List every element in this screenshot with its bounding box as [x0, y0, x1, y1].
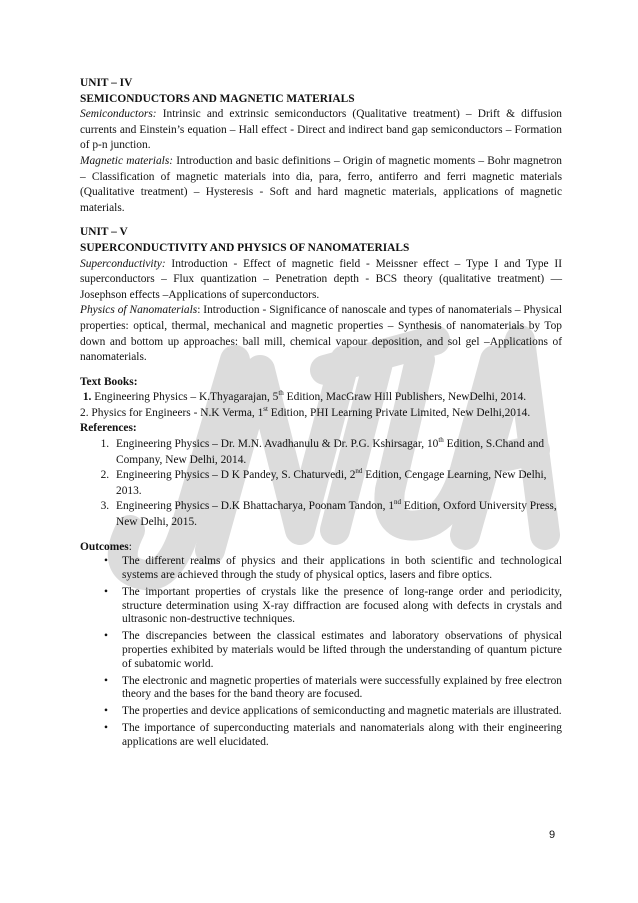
reference-3-sup: nd — [394, 498, 402, 507]
bullet-icon: • — [104, 705, 108, 718]
syllabus-page — [80, 76, 562, 753]
outcome-item — [104, 585, 562, 627]
nanomaterials-text: : Introduction - Significance of nanoscale and types of nanomaterials – Physical properties: optical, thermal, mechanical and magnetic properties – Synthesis of nanomaterials by Top down and bottom up approaches: ball mill, chemical vapour deposition, and sol gel –Applications of nanomaterials. — [80, 304, 562, 364]
textbook-1-number: 1. — [82, 391, 92, 404]
reference-3 — [112, 499, 562, 530]
reference-2-text: Engineering Physics – D K Pandey, S. Chaturvedi, 2 — [116, 469, 356, 482]
references-list — [80, 437, 562, 531]
outcome-text: The discrepancies between the classical estimates and laboratory observations of physical properties exhibited by materials would be lifted through the understanding of quantum picture of subatomic world. — [122, 630, 562, 670]
reference-3-text: Engineering Physics – D.K Bhattacharya, Poonam Tandon, 1 — [116, 500, 395, 513]
outcome-text: The different realms of physics and their applications in both scientific and technological systems are achieved through the study of physical optics, lasers and fibre optics. — [122, 555, 562, 582]
nanomaterials-label: Physics of Nanomaterials — [80, 304, 198, 317]
textbook-1-text-end: Edition, MacGraw Hill Publishers, NewDelhi, 2014. — [283, 391, 527, 404]
outcome-text: The importance of superconducting materials and nanomaterials along with their engineering applications are well elucidated. — [122, 721, 562, 748]
unit-4-title: UNIT – IV — [80, 77, 133, 89]
unit-5-nanomaterials-paragraph — [80, 303, 562, 365]
semiconductors-text: Intrinsic and extrinsic semiconductors (Qualitative treatment) – Drift & diffusion currents and Einstein’s equation – Hall effect - Direct and indirect band gap semiconductors – Formation of p-n junction. — [80, 108, 562, 152]
outcome-text: The properties and device applications of semiconducting and magnetic materials are illustrated. — [122, 705, 562, 718]
textbook-2-text: 2. Physics for Engineers - N.K Verma, 1 — [80, 406, 264, 419]
superconductivity-label: Superconductivity: — [80, 257, 166, 270]
outcome-text: The electronic and magnetic properties of materials were successfully explained by free electron theory and the bases for the band theory are focused. — [122, 674, 562, 701]
reference-3-text-end: Edition, Oxford University Press, New Delhi, 2015. — [116, 500, 557, 529]
references-heading: References: — [80, 422, 137, 435]
superconductivity-text: Introduction - Effect of magnetic field - Meissner effect – Type I and Type II superconductors – Flux quantization – Penetration depth - BCS theory (qualitative treatment) — Josephson effects –Applications of superconductors. — [80, 257, 562, 301]
outcomes-heading — [80, 540, 562, 556]
outcomes-list — [80, 555, 562, 749]
outcomes-colon: : — [128, 540, 132, 553]
textbook-1 — [80, 390, 562, 406]
outcome-item — [104, 555, 562, 583]
bullet-icon: • — [104, 674, 108, 687]
bullet-icon: • — [104, 555, 108, 568]
outcome-item — [104, 721, 562, 750]
bullet-icon: • — [104, 585, 108, 598]
outcome-item — [104, 674, 562, 703]
reference-1 — [112, 437, 562, 468]
unit-5-title: UNIT – V — [80, 226, 128, 239]
textbooks-heading: Text Books: — [80, 375, 138, 388]
outcome-item — [104, 630, 562, 671]
unit-4-semiconductors-paragraph — [80, 107, 562, 154]
reference-1-text-end: Edition, S.Chand and Company, New Delhi, 2014. — [116, 438, 545, 466]
outcomes-heading-text: Outcomes — [80, 540, 129, 553]
bullet-icon: • — [104, 721, 108, 734]
magnetic-materials-label: Magnetic materials: — [80, 154, 174, 167]
outcome-item — [104, 705, 562, 719]
reference-2-sup: nd — [355, 467, 363, 476]
textbook-2-text-end: Edition, PHI Learning Private Limited, New Delhi,2014. — [267, 406, 531, 419]
textbook-1-text: Engineering Physics – K.Thyagarajan, 5 — [91, 391, 279, 404]
unit-5-heading: SUPERCONDUCTIVITY AND PHYSICS OF NANOMATERIALS — [80, 241, 410, 254]
magnetic-materials-text: Introduction and basic definitions – Origin of magnetic moments – Bohr magnetron – Classification of magnetic materials into dia, para, ferro, antiferro and ferri magnetic materials (Qualitative treatment) – Hysteresis - Soft and hard magnetic materials, applications of magnetic materials. — [80, 154, 562, 214]
reference-1-text: Engineering Physics – Dr. M.N. Avadhanulu & Dr. P.G. Kshirsagar, 10 — [116, 438, 439, 451]
page-number: 9 — [549, 829, 556, 841]
textbook-2-sup: st — [263, 405, 268, 414]
reference-2-text-end: Edition, Cengage Learning, New Delhi, 2013. — [116, 469, 547, 497]
unit-4-heading: SEMICONDUCTORS AND MAGNETIC MATERIALS — [80, 92, 355, 105]
outcome-text: The important properties of crystals like the presence of long-range order and periodicity, structure determination using X-ray diffraction are focused along with defects in crystals and ultrasonic non-destructive techniques. — [122, 585, 562, 626]
bullet-icon: • — [104, 630, 108, 643]
unit-4-magnetic-paragraph — [80, 154, 562, 216]
textbook-1-sup: th — [278, 389, 284, 398]
reference-2 — [112, 468, 562, 499]
unit-5-superconductivity-paragraph — [80, 257, 562, 304]
textbook-2 — [80, 406, 562, 422]
reference-1-sup: th — [438, 436, 444, 445]
semiconductors-label: Semiconductors: — [80, 108, 157, 121]
